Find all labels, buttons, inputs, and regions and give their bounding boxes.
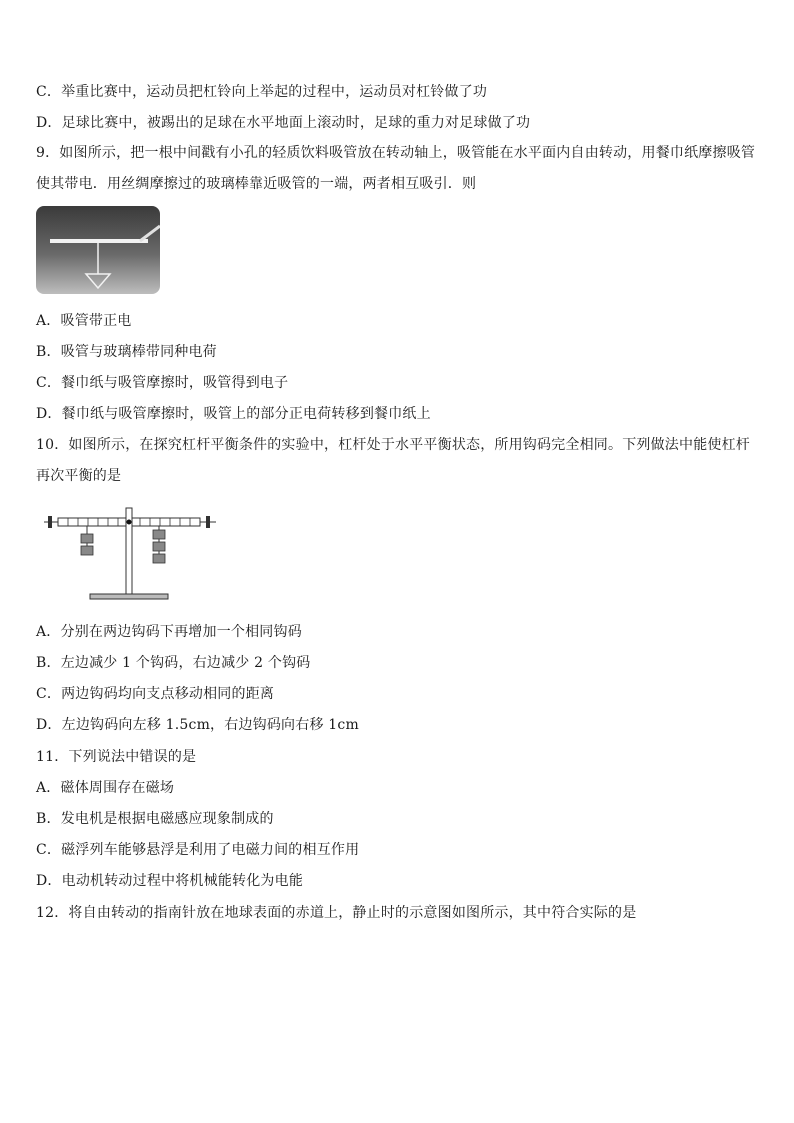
q10-stem: 10．如图所示，在探究杠杆平衡条件的实验中，杠杆处于水平平衡状态，所用钩码完全相同。下列做法中能使杠杆再次平衡的是 (36, 437, 751, 484)
q9-option-b: B．吸管与玻璃棒带同种电荷 (36, 344, 217, 360)
q10-option-b: B．左边减少 1 个钩码，右边减少 2 个钩码 (36, 655, 311, 671)
q9-option-d: D．餐巾纸与吸管摩擦时，吸管上的部分正电荷转移到餐巾纸上 (36, 406, 431, 422)
q11-option-c: C．磁浮列车能够悬浮是利用了电磁力间的相互作用 (36, 842, 360, 858)
q11-stem: 11．下列说法中错误的是 (36, 749, 197, 765)
q8-option-c: C．举重比赛中，运动员把杠铃向上举起的过程中，运动员对杠铃做了功 (36, 84, 488, 100)
q9-option-c: C．餐巾纸与吸管摩擦时，吸管得到电子 (36, 375, 289, 391)
q11-option-b: B．发电机是根据电磁感应现象制成的 (36, 811, 274, 827)
q11-option-a: A．磁体周围存在磁场 (36, 780, 175, 796)
q9-option-a: A．吸管带正电 (36, 313, 132, 329)
q11-option-d: D．电动机转动过程中将机械能转化为电能 (36, 873, 304, 889)
lever-balance-diagram-icon (40, 504, 220, 604)
q9-stem: 9．如图所示，把一根中间戳有小孔的轻质饮料吸管放在转动轴上，吸管能在水平面内自由转动，用餐巾纸摩擦吸管使其带电．用丝绸摩擦过的玻璃棒靠近吸管的一端，两者相互吸引．则 (36, 145, 756, 192)
q10-option-a: A．分别在两边钩码下再增加一个相同钩码 (36, 624, 302, 640)
q10-option-c: C．两边钩码均向支点移动相同的距离 (36, 686, 275, 702)
q12-stem: 12．将自由转动的指南针放在地球表面的赤道上，静止时的示意图如图所示，其中符合实际的是 (36, 905, 637, 921)
straw-on-pivot-photo-icon (36, 206, 160, 294)
q8-option-d: D．足球比赛中，被踢出的足球在水平地面上滚动时，足球的重力对足球做了功 (36, 115, 531, 131)
q10-option-d: D．左边钩码向左移 1.5cm，右边钩码向右移 1cm (36, 717, 359, 733)
